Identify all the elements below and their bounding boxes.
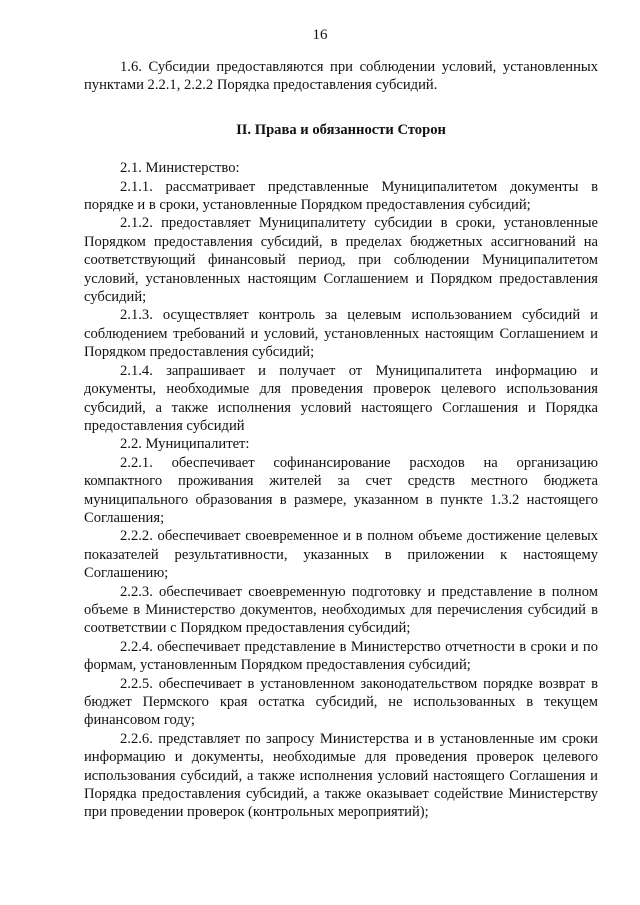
paragraph-2-1-4: 2.1.4. запрашивает и получает от Муниципалитета информацию и документы, необходимые для проведения проверок целевого использования субсидий, а также исполнения условий настоящего Соглашения и Порядка предоставления субсидий <box>84 362 598 434</box>
document-body <box>84 58 598 822</box>
paragraph-2-2-6: 2.2.6. представляет по запросу Министерства и в установленные им сроки информацию и документы, необходимые для проведения проверок целевого использования субсидий, а также исполнения условий настоящего Соглашения и Порядка предоставления субсидий, а также оказывает содействие Министерству при проведении проверок (контрольных мероприятий); <box>84 730 598 821</box>
page-number: 16 <box>312 27 328 43</box>
paragraph-2-1-3: 2.1.3. осуществляет контроль за целевым использованием субсидий и соблюдением требований и условий, установленных настоящим Соглашением и Порядком предоставления субсидий; <box>84 307 598 361</box>
paragraph-2-1-1: 2.1.1. рассматривает представленные Муниципалитетом документы в порядке и в сроки, установленные Порядком предоставления субсидий; <box>84 178 598 214</box>
paragraph-2-2-1: 2.2.1. обеспечивает софинансирование расходов на организацию компактного проживания жителей за счет средств местного бюджета муниципального образования в размере, указанном в пункте 1.3.2 настоящего Соглашения; <box>84 454 598 526</box>
paragraph-2-1: 2.1. Министерство: <box>120 160 240 177</box>
section-heading: II. Права и обязанности Сторон <box>236 121 446 138</box>
paragraph-2-2-4: 2.2.4. обеспечивает представление в Министерство отчетности в сроки и по формам, установленным Порядком предоставления субсидий; <box>84 638 598 674</box>
paragraph-1-6: 1.6. Субсидии предоставляются при соблюдении условий, установленных пунктами 2.2.1, 2.2.2 Порядка предоставления субсидий. <box>84 59 598 94</box>
paragraph-2-2-5: 2.2.5. обеспечивает в установленном законодательством порядке возврат в бюджет Пермского края остатка субсидий, не использованных в текущем финансовом году; <box>84 675 598 729</box>
paragraph-2-2-3: 2.2.3. обеспечивает своевременную подготовку и представление в полном объеме в Министерство документов, необходимых для перечисления субсидий в соответствии с Порядком предоставления субсидий; <box>84 583 598 637</box>
paragraph-2-1-2: 2.1.2. предоставляет Муниципалитету субсидии в сроки, установленные Порядком предоставления субсидий, в пределах бюджетных ассигнований на соответствующий финансовый период, при соблюдении Муниципалитетом условий, установленных настоящим Соглашением и Порядком предоставления субсидий; <box>84 215 598 306</box>
paragraph-2-2-2: 2.2.2. обеспечивает своевременное и в полном объеме достижение целевых показателей результативности, указанных в приложении к настоящему Соглашению; <box>84 528 598 582</box>
paragraph-2-2: 2.2. Муниципалитет: <box>120 436 250 453</box>
